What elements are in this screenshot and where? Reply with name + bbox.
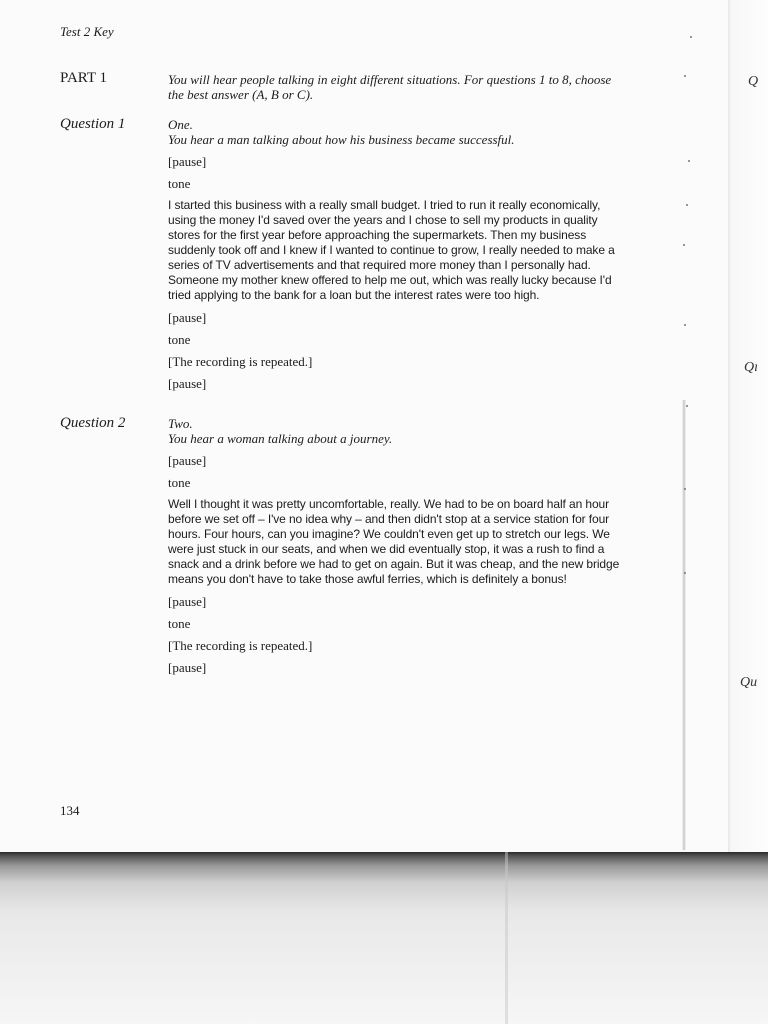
facing-page-fragment: Qu xyxy=(740,675,758,690)
scan-speck xyxy=(686,204,688,206)
transcript-text: Well I thought it was pretty uncomfortable, really. We had to be on board half an hour before we set off – I've no idea why – and then didn't stop at a service station for four hours. Four hours, can you imagine? We couldn't even get up to stretch our legs. We were just stuck in our seats, and when we did eventually stop, it was a rush to find a snack and a drink before we had to get on again. But it was cheap, and the new bridge means you don't have to take those awful ferries, which is definitely a bonus! xyxy=(168,497,620,586)
pause-cue: [pause] xyxy=(168,660,207,675)
tone-cue: tone xyxy=(168,332,191,347)
page-number: 134 xyxy=(60,803,80,818)
tone-cue: tone xyxy=(168,475,191,490)
scan-speck xyxy=(690,36,692,38)
question-label: Question 1 xyxy=(60,116,126,132)
scan-speck xyxy=(684,488,686,490)
scan-gutter-shadow xyxy=(682,400,686,850)
pause-cue: [pause] xyxy=(168,594,207,609)
question-number-word: Two. xyxy=(168,416,193,431)
question-1-content xyxy=(168,117,628,391)
running-header: Test 2 Key xyxy=(60,24,114,39)
scan-speck xyxy=(684,324,686,326)
scan-speck xyxy=(683,244,685,246)
tone-cue: tone xyxy=(168,616,191,631)
part-label: PART 1 xyxy=(60,70,108,86)
scanner-fold-line xyxy=(505,852,508,1024)
scanner-bed-shadow xyxy=(0,852,768,1024)
facing-page-fragment: Qı xyxy=(744,360,758,375)
repeat-cue: [The recording is repeated.] xyxy=(168,638,313,653)
scan-speck xyxy=(684,75,686,77)
question-2-content xyxy=(168,416,628,675)
pause-cue: [pause] xyxy=(168,310,207,325)
question-label: Question 2 xyxy=(60,415,126,431)
facing-page-edge xyxy=(728,0,768,852)
pause-cue: [pause] xyxy=(168,154,207,169)
repeat-cue: [The recording is repeated.] xyxy=(168,354,313,369)
scan-speck xyxy=(686,405,688,407)
tone-cue: tone xyxy=(168,176,191,191)
transcript-text: I started this business with a really small budget. I tried to run it really economically, using the money I'd saved over the years and I chose to sell my products in quality stores for the first year before approaching the supermarkets. Then my business suddenly took off and I knew if I wanted to continue to grow, I really needed to make a series of TV advertisements and that required more money than I personally had. Someone my mother knew offered to help me out, which was really lucky because I'd tried applying to the bank for a loan but the interest rates were too high. xyxy=(168,198,615,302)
question-context: You hear a man talking about how his business became successful. xyxy=(168,132,515,147)
scan-speck xyxy=(688,160,690,162)
facing-page-fragment: Q xyxy=(748,74,759,89)
scan-speck xyxy=(684,572,686,574)
question-number-word: One. xyxy=(168,117,193,132)
part-instruction: You will hear people talking in eight different situations. For questions 1 to 8, choose the best answer (A, B or C). xyxy=(168,72,612,102)
pause-cue: [pause] xyxy=(168,376,207,391)
question-context: You hear a woman talking about a journey. xyxy=(168,431,393,446)
pause-cue: [pause] xyxy=(168,453,207,468)
